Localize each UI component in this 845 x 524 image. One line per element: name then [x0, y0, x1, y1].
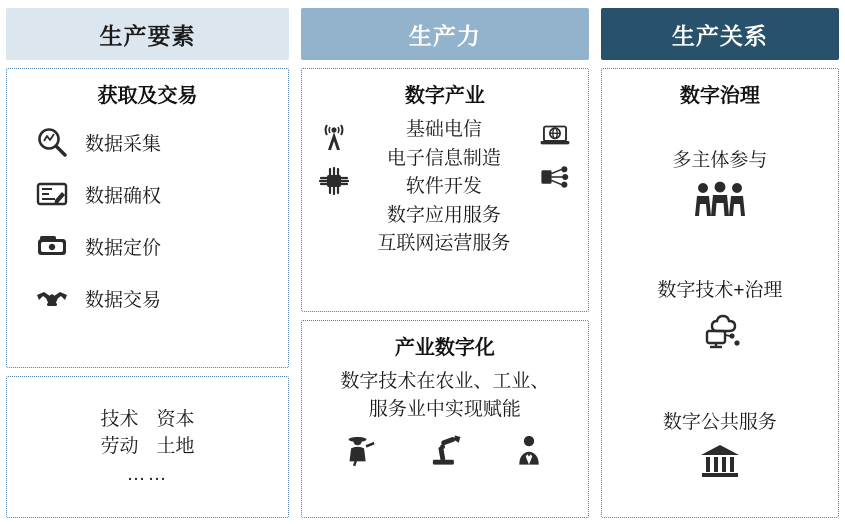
handshake-icon [35, 281, 69, 315]
governance-label: 多主体参与 [672, 150, 768, 171]
microchip-icon [317, 164, 351, 198]
list-item[interactable] [13, 220, 282, 272]
governance-block-participation [608, 116, 832, 247]
list-item-label: 数据采集 [85, 133, 162, 155]
panel-acquisition-and-trading [6, 68, 289, 368]
panel-title-acquisition-and-trading: 获取及交易 [97, 85, 198, 107]
panel-title-digital-industry: 数字产业 [404, 85, 485, 107]
factor-technology: 技术 [100, 408, 139, 430]
column-production-factors [6, 8, 289, 518]
list-item-label: 数据定价 [85, 237, 162, 259]
panel-digital-governance [601, 68, 839, 518]
digital-industry-text [364, 116, 524, 259]
column-header-productivity: 生产力 [301, 8, 589, 60]
robot-arm-icon [428, 433, 462, 467]
factor-capital: 资本 [156, 408, 195, 430]
list-item[interactable] [13, 116, 282, 168]
panel-title-digital-governance: 数字治理 [679, 85, 760, 107]
wallet-icon [35, 229, 69, 263]
list-item-label: 数据交易 [85, 289, 162, 311]
column-header-production-relations: 生产关系 [601, 8, 839, 60]
laptop-globe-icon [538, 118, 572, 152]
businessman-icon [512, 433, 546, 467]
list-item-label: 数据确权 [85, 185, 162, 207]
governance-block-public-service [608, 378, 832, 509]
digital-industry-line-4: 数字应用服务 [386, 204, 501, 226]
farmer-icon [343, 433, 377, 467]
digital-industry-line-3: 软件开发 [405, 176, 482, 197]
column-productivity [301, 8, 589, 518]
network-nodes-icon [538, 160, 572, 194]
people-group-icon [690, 180, 750, 218]
factors-line-1 [100, 406, 194, 434]
list-item[interactable] [13, 272, 282, 324]
column-header-production-factors: 生产要素 [6, 8, 289, 60]
document-pen-icon [35, 177, 69, 211]
governance-label: 数字技术+治理 [657, 280, 783, 301]
panel-title-industry-digitalization: 产业数字化 [394, 337, 495, 359]
cloud-monitor-icon [697, 310, 743, 350]
governance-label: 数字公共服务 [662, 412, 777, 433]
broadcast-tower-icon [317, 120, 351, 154]
factors-ellipsis: …… [126, 463, 169, 485]
governance-block-tech [608, 247, 832, 378]
bank-building-icon [698, 442, 742, 480]
factor-labor: 劳动 [100, 436, 139, 458]
column-production-relations [601, 8, 839, 518]
digital-industry-line-2: 电子信息制造 [386, 147, 501, 169]
list-item[interactable] [13, 168, 282, 220]
panel-digital-industry [301, 68, 589, 312]
magnifier-chart-icon [35, 125, 69, 159]
industry-digitalization-line-2: 服务业中实现赋能 [368, 398, 521, 420]
panel-traditional-factors [6, 376, 289, 518]
digital-industry-line-5: 互联网运营服务 [377, 233, 511, 254]
industry-digitalization-line-1: 数字技术在农业、工业、 [340, 371, 550, 392]
factors-line-2 [100, 433, 194, 461]
panel-industry-digitalization [301, 320, 589, 518]
digital-industry-line-1: 基础电信 [405, 119, 482, 140]
factor-land: 土地 [156, 436, 195, 458]
